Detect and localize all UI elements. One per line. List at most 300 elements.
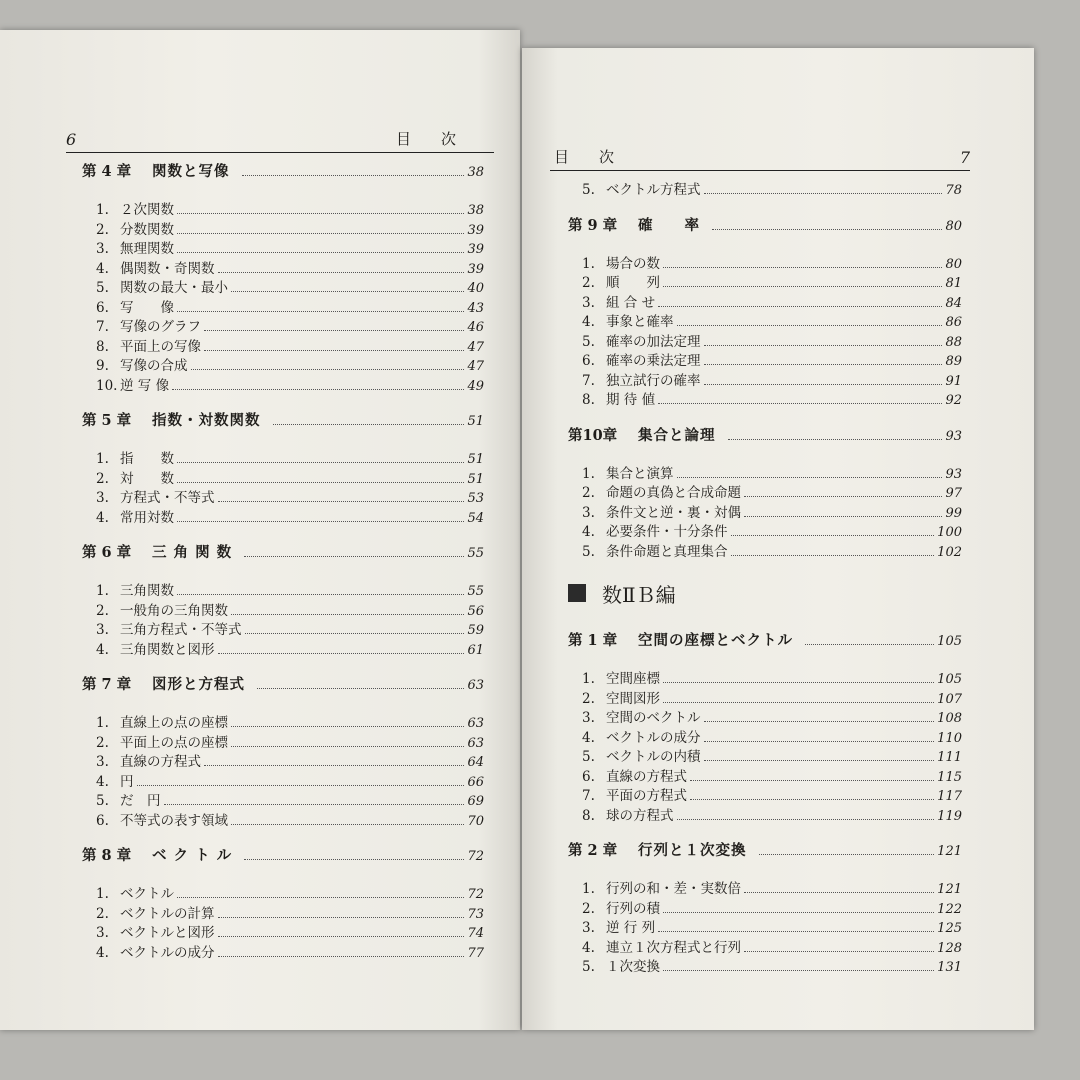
section-title: 期 待 値 bbox=[606, 392, 656, 408]
section-page: 122 bbox=[937, 901, 962, 917]
toc-section-entry bbox=[568, 462, 962, 482]
chapter-page: 121 bbox=[937, 844, 962, 859]
section-title: 逆 行 列 bbox=[606, 920, 656, 936]
dot-leader bbox=[731, 554, 935, 556]
section-title: 一般角の三角関数 bbox=[120, 602, 228, 619]
section-title: 命題の真偽と合成命題 bbox=[606, 485, 741, 501]
dot-leader bbox=[257, 687, 464, 689]
section-page: 99 bbox=[945, 505, 962, 521]
dot-leader bbox=[231, 745, 464, 747]
section-title: 条件文と逆・裏・対偶 bbox=[606, 504, 741, 521]
section-title: 組 合 せ bbox=[606, 294, 656, 311]
dot-leader bbox=[177, 481, 464, 483]
dot-leader bbox=[663, 701, 934, 703]
section-page: 39 bbox=[467, 242, 484, 257]
section-page: 64 bbox=[467, 755, 484, 770]
dot-leader bbox=[744, 515, 942, 517]
dot-leader bbox=[677, 324, 943, 326]
section-title: 空間図形 bbox=[606, 690, 660, 707]
section-page: 89 bbox=[945, 354, 962, 369]
section-number: 7. bbox=[582, 788, 595, 804]
section-number: 4. bbox=[96, 944, 109, 961]
chapter-page: 51 bbox=[467, 414, 484, 429]
toc-section-entry bbox=[568, 955, 962, 975]
section-page: 47 bbox=[467, 359, 484, 374]
toc-section-entry bbox=[82, 335, 484, 355]
section-title: 関数の最大・最小 bbox=[120, 280, 228, 296]
section-title: 三角関数と図形 bbox=[120, 641, 215, 658]
section-number: 9. bbox=[96, 358, 109, 374]
section-page: 39 bbox=[467, 261, 484, 277]
dot-leader bbox=[231, 725, 464, 727]
chapter-label: 第 5 章 bbox=[82, 412, 132, 429]
section-title: 分数関数 bbox=[120, 221, 174, 238]
section-number: 1. bbox=[582, 465, 595, 482]
section-title: 写像のグラフ bbox=[120, 319, 201, 335]
section-page: 38 bbox=[467, 203, 484, 218]
toc-section-entry bbox=[82, 354, 484, 374]
chapter-page: 72 bbox=[467, 849, 484, 864]
section-title: ベクトルの計算 bbox=[120, 905, 215, 922]
section-number: 4. bbox=[96, 641, 109, 658]
dot-leader bbox=[137, 784, 465, 786]
section-title: だ 円 bbox=[120, 793, 161, 809]
dot-leader bbox=[704, 740, 935, 742]
dot-leader bbox=[172, 388, 464, 390]
section-number: 2. bbox=[582, 485, 595, 501]
section-title: ２次関数 bbox=[120, 202, 174, 218]
section-page: 43 bbox=[467, 300, 484, 316]
section-page: 46 bbox=[467, 320, 484, 335]
dot-leader bbox=[231, 613, 464, 615]
section-number: 6. bbox=[582, 353, 595, 369]
section-number: 1. bbox=[96, 715, 109, 731]
section-page: 39 bbox=[467, 222, 484, 238]
toc-section-entry bbox=[568, 178, 962, 198]
section-page: 119 bbox=[937, 808, 962, 824]
section-title: 連立１次方程式と行列 bbox=[606, 939, 741, 956]
dot-leader bbox=[177, 212, 464, 214]
chapter-page: 55 bbox=[467, 546, 484, 561]
toc-chapter-heading bbox=[568, 629, 962, 659]
section-page: 63 bbox=[467, 735, 484, 751]
dot-leader bbox=[663, 911, 934, 913]
section-number: 2. bbox=[96, 734, 109, 751]
section-number: 5. bbox=[96, 280, 109, 296]
chapter-title: 集合と論理 bbox=[638, 426, 716, 444]
section-page: 91 bbox=[945, 373, 962, 389]
toc-section-entry bbox=[82, 731, 484, 751]
section-title: 指 数 bbox=[120, 451, 174, 467]
toc-section-entry bbox=[568, 481, 962, 501]
dot-leader bbox=[690, 779, 934, 781]
chapter-page: 93 bbox=[945, 428, 962, 444]
section-title: 平面の方程式 bbox=[606, 788, 687, 804]
section-number: 6. bbox=[582, 768, 595, 785]
spacer bbox=[568, 659, 962, 667]
section-title: 空間座標 bbox=[606, 671, 660, 687]
section-number: 3. bbox=[96, 925, 109, 941]
toc-chapter-heading bbox=[82, 673, 484, 703]
dot-leader bbox=[218, 935, 465, 937]
section-title: 確率の加法定理 bbox=[606, 333, 701, 350]
spacer bbox=[82, 571, 484, 579]
section-number: 4. bbox=[96, 509, 109, 526]
dot-leader bbox=[218, 500, 465, 502]
section-number: 10. bbox=[96, 377, 118, 394]
section-title: 行列の積 bbox=[606, 900, 660, 917]
chapter-title: 確 率 bbox=[638, 216, 700, 234]
dot-leader bbox=[677, 476, 943, 478]
section-number: 3. bbox=[582, 710, 595, 726]
dot-leader bbox=[231, 823, 464, 825]
chapter-page: 80 bbox=[945, 218, 962, 234]
chapter-title: 図形と方程式 bbox=[152, 676, 245, 693]
toc-section-entry bbox=[82, 579, 484, 599]
section-page: 73 bbox=[467, 906, 484, 922]
section-number: 3. bbox=[96, 490, 109, 506]
toc-section-entry bbox=[82, 315, 484, 335]
section-page: 97 bbox=[945, 486, 962, 501]
section-title: ベクトルの成分 bbox=[606, 729, 701, 746]
toc-section-entry bbox=[82, 711, 484, 731]
toc-section-entry bbox=[82, 750, 484, 770]
dot-leader bbox=[677, 818, 935, 820]
toc-section-entry bbox=[82, 921, 484, 941]
section-title: 平面上の写像 bbox=[120, 338, 201, 355]
section-title: 方程式・不等式 bbox=[120, 490, 215, 506]
section-number: 6. bbox=[96, 812, 109, 829]
part-heading bbox=[568, 573, 962, 613]
section-number: 5. bbox=[582, 333, 595, 350]
dot-leader bbox=[658, 402, 942, 404]
toc-section-entry bbox=[82, 218, 484, 238]
toc-section-entry bbox=[568, 726, 962, 746]
section-page: 53 bbox=[467, 491, 484, 506]
chapter-title: 空間の座標とベクトル bbox=[638, 632, 793, 649]
toc-section-entry bbox=[568, 667, 962, 687]
section-number: 2. bbox=[582, 900, 595, 917]
table-of-contents bbox=[568, 178, 962, 975]
section-page: 121 bbox=[937, 882, 962, 897]
section-page: 74 bbox=[467, 926, 484, 941]
section-title: 直線の方程式 bbox=[120, 754, 201, 770]
dot-leader bbox=[242, 174, 465, 176]
section-page: 80 bbox=[945, 256, 962, 272]
section-page: 77 bbox=[467, 945, 484, 961]
chapter-page: 63 bbox=[467, 678, 484, 693]
section-number: 1. bbox=[96, 583, 109, 599]
dot-leader bbox=[704, 720, 935, 722]
section-title: ベクトルの成分 bbox=[120, 944, 215, 961]
section-number: 2. bbox=[582, 690, 595, 707]
section-title: 円 bbox=[120, 773, 134, 790]
section-number: 3. bbox=[96, 241, 109, 257]
section-number: 8. bbox=[582, 807, 595, 824]
section-number: 5. bbox=[582, 182, 595, 198]
toc-section-entry bbox=[568, 877, 962, 897]
chapter-label: 第 2 章 bbox=[568, 842, 618, 859]
chapter-label: 第 8 章 bbox=[82, 847, 132, 864]
toc-section-entry bbox=[82, 198, 484, 218]
section-page: 78 bbox=[945, 183, 962, 198]
section-page: 49 bbox=[467, 378, 484, 394]
toc-section-entry bbox=[568, 330, 962, 350]
header-title: 目 次 bbox=[396, 130, 457, 148]
toc-section-entry bbox=[568, 271, 962, 291]
chapter-label: 第 6 章 bbox=[82, 544, 132, 561]
section-page: 51 bbox=[467, 452, 484, 467]
toc-section-entry bbox=[82, 467, 484, 487]
toc-section-entry bbox=[568, 349, 962, 369]
dot-leader bbox=[244, 555, 464, 557]
spacer bbox=[568, 244, 962, 252]
section-number: 3. bbox=[582, 504, 595, 521]
toc-section-entry bbox=[82, 257, 484, 277]
chapter-title: 行列と１次変換 bbox=[638, 842, 747, 859]
section-number: 2. bbox=[96, 470, 109, 487]
dot-leader bbox=[704, 759, 935, 761]
dot-leader bbox=[164, 803, 465, 805]
section-page: 88 bbox=[945, 334, 962, 350]
toc-section-entry bbox=[568, 784, 962, 804]
section-number: 5. bbox=[582, 543, 595, 560]
section-title: 独立試行の確率 bbox=[606, 372, 701, 389]
toc-section-entry bbox=[82, 638, 484, 658]
section-number: 7. bbox=[96, 319, 109, 335]
toc-section-entry bbox=[568, 540, 962, 560]
section-number: 6. bbox=[96, 299, 109, 316]
section-number: 3. bbox=[96, 754, 109, 770]
square-bullet-icon bbox=[568, 584, 586, 602]
chapter-title: ベ ク ト ル bbox=[152, 847, 233, 864]
toc-section-entry bbox=[568, 936, 962, 956]
spacer bbox=[568, 869, 962, 877]
part-title: 数ⅡＢ編 bbox=[602, 582, 676, 607]
section-page: 51 bbox=[467, 471, 484, 487]
section-page: 100 bbox=[937, 525, 962, 540]
dot-leader bbox=[658, 305, 942, 307]
toc-section-entry bbox=[82, 882, 484, 902]
dot-leader bbox=[712, 228, 942, 230]
section-title: 無理関数 bbox=[120, 241, 174, 257]
section-number: 3. bbox=[582, 294, 595, 311]
section-title: 条件命題と真理集合 bbox=[606, 543, 728, 560]
dot-leader bbox=[658, 930, 934, 932]
section-page: 56 bbox=[467, 603, 484, 619]
toc-section-entry bbox=[82, 447, 484, 467]
chapter-title: 指数・対数関数 bbox=[152, 412, 261, 429]
dot-leader bbox=[177, 232, 464, 234]
dot-leader bbox=[204, 349, 464, 351]
chapter-title: 関数と写像 bbox=[152, 163, 230, 180]
dot-leader bbox=[704, 383, 943, 385]
toc-section-entry bbox=[82, 276, 484, 296]
dot-leader bbox=[704, 192, 943, 194]
chapter-page: 38 bbox=[467, 165, 484, 180]
table-of-contents bbox=[82, 160, 484, 960]
section-number: 1. bbox=[582, 881, 595, 897]
spacer bbox=[82, 874, 484, 882]
section-page: 66 bbox=[467, 774, 484, 790]
section-title: 確率の乗法定理 bbox=[606, 353, 701, 369]
toc-chapter-heading bbox=[568, 424, 962, 454]
section-title: 不等式の表す領域 bbox=[120, 812, 228, 829]
spacer bbox=[82, 190, 484, 198]
section-page: 47 bbox=[467, 339, 484, 355]
dot-leader bbox=[177, 461, 464, 463]
section-page: 61 bbox=[467, 642, 484, 658]
toc-section-entry bbox=[568, 916, 962, 936]
section-title: 常用対数 bbox=[120, 509, 174, 526]
section-page: 107 bbox=[937, 691, 962, 707]
section-title: 順 列 bbox=[606, 275, 660, 291]
header-title: 目 次 bbox=[554, 148, 615, 166]
section-page: 72 bbox=[467, 887, 484, 902]
dot-leader bbox=[273, 423, 465, 425]
section-number: 4. bbox=[582, 314, 595, 330]
section-title: ベクトルと図形 bbox=[120, 925, 215, 941]
section-page: 102 bbox=[937, 544, 962, 560]
section-number: 2. bbox=[96, 602, 109, 619]
section-page: 93 bbox=[945, 466, 962, 482]
dot-leader bbox=[245, 632, 465, 634]
chapter-page: 105 bbox=[937, 634, 962, 649]
section-page: 70 bbox=[467, 813, 484, 829]
chapter-label: 第 9 章 bbox=[568, 216, 618, 234]
spacer bbox=[568, 454, 962, 462]
toc-chapter-heading bbox=[568, 214, 962, 244]
dot-leader bbox=[244, 858, 464, 860]
toc-section-entry bbox=[82, 789, 484, 809]
section-title: 直線上の点の座標 bbox=[120, 715, 228, 731]
page-number: 6 bbox=[66, 130, 77, 149]
section-page: 69 bbox=[467, 794, 484, 809]
toc-section-entry bbox=[568, 501, 962, 521]
section-title: 写 像 bbox=[120, 299, 174, 316]
page-number: 7 bbox=[959, 148, 970, 167]
toc-section-entry bbox=[568, 897, 962, 917]
section-number: 5. bbox=[96, 793, 109, 809]
toc-section-entry bbox=[568, 745, 962, 765]
toc-section-entry bbox=[82, 902, 484, 922]
toc-section-entry bbox=[82, 599, 484, 619]
section-page: 84 bbox=[945, 295, 962, 311]
toc-section-entry bbox=[82, 506, 484, 526]
section-page: 128 bbox=[937, 940, 962, 956]
section-title: １次変換 bbox=[606, 959, 660, 975]
toc-section-entry bbox=[568, 388, 962, 408]
section-title: ベクトル方程式 bbox=[606, 182, 701, 198]
section-page: 108 bbox=[937, 711, 962, 726]
toc-section-entry bbox=[82, 237, 484, 257]
section-number: 1. bbox=[582, 671, 595, 687]
section-number: 7. bbox=[582, 372, 595, 389]
toc-chapter-heading bbox=[82, 160, 484, 190]
dot-leader bbox=[177, 520, 464, 522]
chapter-label: 第 1 章 bbox=[568, 632, 618, 649]
toc-section-entry bbox=[568, 252, 962, 272]
dot-leader bbox=[218, 916, 465, 918]
toc-section-entry bbox=[568, 369, 962, 389]
chapter-label: 第 4 章 bbox=[82, 163, 132, 180]
dot-leader bbox=[704, 344, 943, 346]
section-number: 2. bbox=[96, 221, 109, 238]
section-number: 8. bbox=[96, 338, 109, 355]
toc-section-entry bbox=[82, 296, 484, 316]
section-title: 対 数 bbox=[120, 470, 174, 487]
spacer bbox=[82, 439, 484, 447]
dot-leader bbox=[177, 593, 464, 595]
section-title: 三角関数 bbox=[120, 583, 174, 599]
section-title: ベクトルの内積 bbox=[606, 749, 701, 765]
section-page: 59 bbox=[467, 623, 484, 638]
dot-leader bbox=[218, 652, 465, 654]
section-title: 直線の方程式 bbox=[606, 768, 687, 785]
toc-section-entry bbox=[568, 520, 962, 540]
toc-section-entry bbox=[568, 765, 962, 785]
section-title: 事象と確率 bbox=[606, 314, 674, 330]
dot-leader bbox=[690, 798, 934, 800]
dot-leader bbox=[704, 363, 943, 365]
section-page: 110 bbox=[937, 730, 962, 746]
section-page: 55 bbox=[467, 584, 484, 599]
section-page: 117 bbox=[937, 789, 962, 804]
toc-section-entry bbox=[82, 770, 484, 790]
section-number: 2. bbox=[582, 275, 595, 291]
section-page: 111 bbox=[937, 750, 962, 765]
section-number: 4. bbox=[582, 729, 595, 746]
toc-section-entry bbox=[82, 486, 484, 506]
toc-chapter-heading bbox=[82, 409, 484, 439]
section-page: 125 bbox=[937, 921, 962, 936]
dot-leader bbox=[177, 251, 464, 253]
dot-leader bbox=[731, 534, 935, 536]
section-number: 1. bbox=[96, 451, 109, 467]
toc-section-entry bbox=[568, 310, 962, 330]
toc-section-entry bbox=[568, 687, 962, 707]
toc-chapter-heading bbox=[82, 844, 484, 874]
section-number: 4. bbox=[582, 939, 595, 956]
section-number: 8. bbox=[582, 392, 595, 408]
section-title: 行列の和・差・実数倍 bbox=[606, 881, 741, 897]
dot-leader bbox=[744, 891, 934, 893]
section-page: 40 bbox=[467, 281, 484, 296]
dot-leader bbox=[177, 896, 464, 898]
dot-leader bbox=[204, 764, 464, 766]
dot-leader bbox=[744, 495, 942, 497]
section-title: 三角方程式・不等式 bbox=[120, 622, 242, 638]
chapter-label: 第 7 章 bbox=[82, 676, 132, 693]
section-number: 1. bbox=[582, 255, 595, 272]
section-title: 球の方程式 bbox=[606, 807, 674, 824]
section-number: 3. bbox=[96, 622, 109, 638]
toc-section-entry bbox=[82, 618, 484, 638]
dot-leader bbox=[663, 681, 934, 683]
dot-leader bbox=[728, 438, 943, 440]
section-number: 1. bbox=[96, 886, 109, 902]
section-page: 86 bbox=[945, 315, 962, 330]
dot-leader bbox=[191, 368, 465, 370]
dot-leader bbox=[218, 271, 465, 273]
section-title: 空間のベクトル bbox=[606, 710, 701, 726]
section-title: ベクトル bbox=[120, 886, 174, 902]
dot-leader bbox=[663, 969, 934, 971]
dot-leader bbox=[759, 853, 935, 855]
toc-section-entry bbox=[82, 809, 484, 829]
section-page: 63 bbox=[467, 716, 484, 731]
section-number: 2. bbox=[96, 905, 109, 922]
